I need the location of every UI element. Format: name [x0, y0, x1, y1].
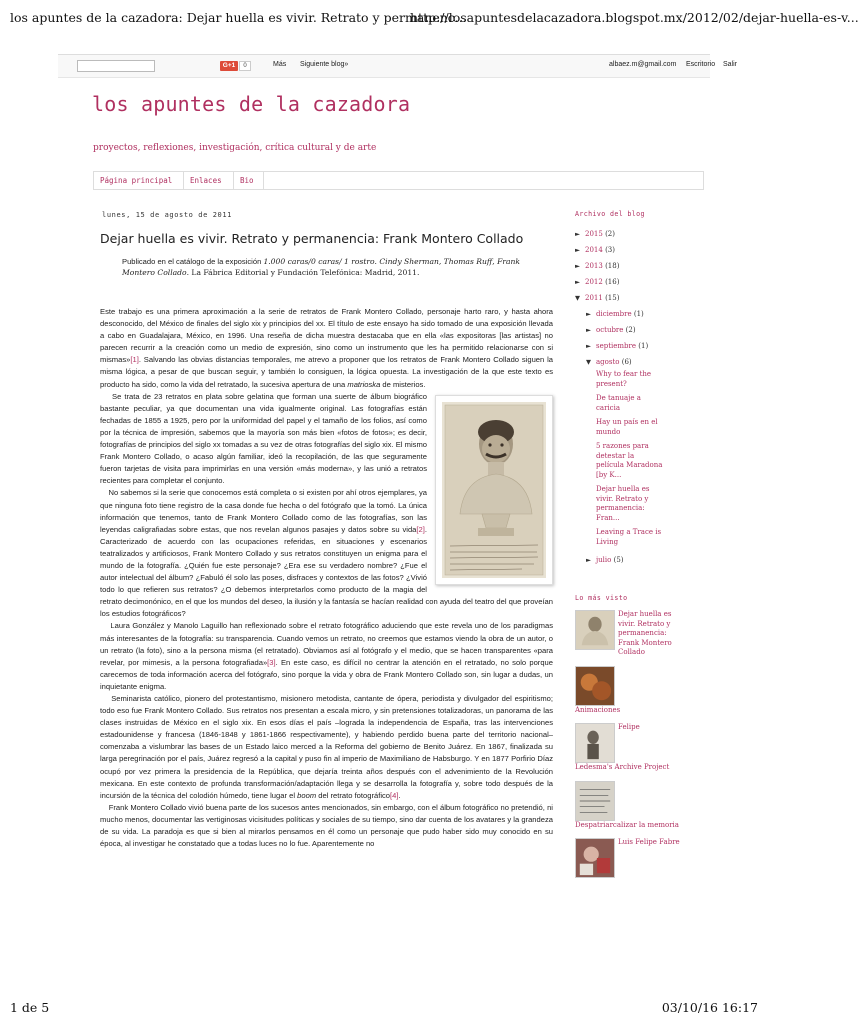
popular-post[interactable]: [575, 838, 685, 878]
archive-year-link[interactable]: 2015: [585, 230, 603, 238]
archive-post-link[interactable]: 5 razones para detestar la película Maradona [by K...: [596, 442, 663, 479]
paragraph-1-text-b: . Salvando las obvias distancias temporales, me atrevo a proponer que los retratos de Frank Montero Collado siguen la misma lógica, a pesar de que buscan seguir, y también lo consiguen, la lógica opuesta. La investigación de la que este texto es producto ha sido, como la vida del retratado, la sucesiva apertura de una: [100, 355, 553, 389]
archive-heading: Archivo del blog: [575, 210, 645, 218]
collapse-triangle-icon[interactable]: ▼: [586, 358, 591, 366]
archive-post-link[interactable]: Dejar huella es vivir. Retrato y permanencia: Fran...: [596, 485, 650, 522]
archive-count: (3): [605, 246, 615, 254]
archive-year-2014[interactable]: [575, 242, 685, 258]
archive-year-2012[interactable]: [575, 274, 685, 290]
gplus-button[interactable]: G+1: [220, 61, 238, 71]
expand-triangle-icon[interactable]: ►: [586, 342, 591, 350]
portrait-bust-image: [442, 402, 546, 578]
paragraph-4-text-a: Laura González y Manolo Laguillo han reflexionado sobre el retrato fotográfico aduciendo que este revela uno de los paradigmas más interesantes de la fotografía: su transparencia. Cuando vemos un retrato, no creemos que estamos viendo la obra de un autor, o un retrato (la foto), sino a la persona misma (el retratado). Obviamos así al fotógrafo y el medio, que se hacen transparentes «para revelar, por mimesis, a la persona fotografiada»: [100, 621, 553, 667]
print-header: [10, 10, 859, 26]
publication-catalog: 1.000 caras/0 caras/ 1 rostro. Cindy Sherman, Thomas Ruff, Frank Montero Collado: [122, 257, 520, 277]
popular-thumbnail-luis-felipe[interactable]: [575, 838, 615, 878]
portrait-photo[interactable]: [435, 395, 553, 585]
archive-month-link[interactable]: julio: [596, 556, 612, 564]
popular-post-title[interactable]: Ledesma's Archive Project: [575, 763, 670, 771]
archive-post-link[interactable]: Leaving a Trace is Living: [596, 528, 662, 546]
navbar-more-link[interactable]: Más: [273, 61, 287, 68]
paragraph-6-text: Frank Montero Collado vivió buena parte de los sucesos antes mencionados, sin embargo, con el álbum fotográfico no pretendió, ni mucho menos, documentar las vertiginosas vicisitudes políticas y sociales de su tiempo, sino dar cuenta de los avatares y la grandeza de su vida. La paradoja es que si bien al mirarlos pensamos en él como un personaje que pudo haber sido muy conocido en su época, al investigar he constatado que a todas luces no lo fue. Aparentemente no: [100, 802, 553, 849]
paragraph-1-text-c: de misterios.: [380, 379, 426, 389]
archive-count: (1): [633, 310, 644, 318]
paragraph-5: [100, 693, 553, 802]
archive-count: (1): [638, 342, 649, 350]
popular-thumbnail-document[interactable]: [575, 781, 615, 821]
popular-thumbnail-felipe[interactable]: [575, 723, 615, 763]
archive-year-link[interactable]: 2011: [585, 294, 603, 302]
paragraph-4: [100, 620, 553, 693]
archive-year-link[interactable]: 2012: [585, 278, 603, 286]
collapse-triangle-icon[interactable]: ▼: [575, 294, 580, 302]
archive-month-octubre[interactable]: [575, 322, 685, 338]
blog-title[interactable]: los apuntes de la cazadora: [92, 92, 411, 116]
expand-triangle-icon[interactable]: ►: [586, 310, 591, 318]
print-url: http://losapuntesdelacazadora.blogspot.mx/2012/02/dejar-huella-es-v...: [410, 10, 859, 25]
navbar-search-input[interactable]: [77, 60, 155, 72]
archive-count: (16): [605, 278, 620, 286]
popular-heading: Lo más visto: [575, 594, 628, 602]
archive-month-julio[interactable]: [575, 552, 685, 568]
expand-triangle-icon[interactable]: ►: [586, 326, 591, 334]
archive-year-2011[interactable]: [575, 290, 685, 306]
print-date: 03/10/16 16:17: [661, 1000, 758, 1015]
post-body: [100, 306, 553, 850]
archive-year-link[interactable]: 2013: [585, 262, 603, 270]
publication-publisher: . La Fábrica Editorial y Fundación Telefónica: Madrid, 2011.: [186, 268, 420, 277]
popular-post-title[interactable]: Despatriarcalizar la memoria: [575, 820, 679, 829]
tab-bio[interactable]: Bio: [234, 172, 264, 189]
archive-count: (6): [621, 358, 632, 366]
footnote-link-3[interactable]: [3]: [267, 657, 276, 667]
paragraph-2-text: Se trata de 23 retratos en plata sobre gelatina que forman una suerte de álbum biográfico bastante peculiar, ya que documentan una vida igualmente original. Las fotografías están fechadas de 1855 a 1925, pero por la uniformidad del papel y el tamaño de los folios, así como por la técnica de impresión, sabemos que la mayoría son más bien «fotos de fotos»; es decir, fotografías de principios del siglo xx tomadas a su vez de otras fotografías del siglo xix. El mismo Frank Montero Collado, o acaso algún familiar, ideó la recopilación, de las que seguramente fueron tarjetas de visita para imprimirlas en una versión «más moderna», y las unió a retratos recientes para completar el conjunto.: [100, 391, 427, 486]
post-title[interactable]: Dejar huella es vivir. Retrato y permanencia: Frank Montero Collado: [100, 231, 524, 246]
gplus-count: 0: [239, 61, 251, 71]
paragraph-3-text-a: No sabemos si la serie que conocemos está completa o si existen por ahí otros ejemplares, ya que ninguna foto tiene registro de la casa donde fue hecha o del fotógrafo que la tomó. La única información que tenemos, tanto de Frank Montero Collado como de las fotografías, son las leyendas caligrafiadas sobre estas, que nos revelan algunos pasajes y datos sobre su vida: [100, 488, 427, 534]
tab-links[interactable]: Enlaces: [184, 172, 234, 189]
popular-post-title[interactable]: Luis Felipe Fabre: [618, 838, 680, 846]
popular-post[interactable]: [575, 610, 685, 658]
popular-post-title[interactable]: Animaciones: [575, 705, 621, 714]
paragraph-5-text-b: del retrato fotográfico: [316, 790, 391, 800]
expand-triangle-icon[interactable]: ►: [575, 278, 580, 286]
popular-post[interactable]: [575, 781, 685, 831]
footnote-link-2[interactable]: [2]: [416, 524, 425, 534]
paragraph-4-text-b: . En este caso, es difícil no centrar la atención en el retratado, no solo porque carecemos de toda información acerca del fotógrafo, sino porque la vida y obra de Frank Montero Collado son, sin lugar a dudas, un inquietante enigma.: [100, 657, 553, 691]
paragraph-1-text-a: Este trabajo es una primera aproximación a la serie de retratos de Frank Montero Collado, personaje harto raro, y hasta ahora desconocido, del México de finales del siglo xix y principios del xx. El título de este ensayo ha sido tomado de una exposición llevada a cabo en Guadalajara, México, en 1996. Una reseña de dicha muestra destacaba que en ella «las expositoras [las artistas] no parecen recurrir a la creación como un medio de expresión, sino como un instrumento que les ha permitido relacionarse con si mismas»: [100, 307, 553, 365]
blogger-navbar: [58, 54, 738, 78]
paragraph-6: [100, 802, 553, 850]
paragraph-5-text-a: Seminarista católico, pionero del protestantismo, misionero metodista, cantante de ópera, periodista y divulgador del espiritismo; todo eso fue Frank Montero Collado. Sus retratos nos presentan a escala micro, y sin pretensiones totalizadoras, un panorama de las clases instruidas de México en el siglo xix. En esos días el país –lograda la independencia de España, tras las intervenciones estadounidense y francesa (1846-1848 y 1861-1866 respectivamente), y habiendo perdido buena parte del territorio nacional– comenzaba a vislumbrar las bases de un Estado laico merced a la Reforma del gobierno de Benito Juárez. En 1867, finalizada su larga peregrinación por el país, Juárez regresó a la capital y puso fin al imperio de Maximiliano de Habsburgo. Y en 1877 Porfirio Díaz ocupó por vez primera la presidencia de la República, que dejaría treinta años después con el advenimiento de la Revolución mexicana. En este contexto de profunda transformación/adaptación llega y se desarrolla la fotografía y, sobre todo después de la incursión de la técnica del colodión húmedo, tiene lugar el: [100, 694, 553, 800]
navbar-signout-link[interactable]: Salir: [723, 61, 738, 68]
paragraph-5-emphasis: boom: [297, 790, 317, 800]
footnote-link-1[interactable]: [1]: [130, 355, 139, 365]
archive-post-link[interactable]: De tanuaje a caricia: [596, 394, 641, 412]
popular-thumbnail-bust[interactable]: [575, 610, 615, 650]
navbar-user-email[interactable]: albaez.m@gmail.com: [609, 61, 677, 68]
archive-post-link[interactable]: Why to fear the present?: [596, 370, 652, 388]
popular-thumbnail-animation[interactable]: [575, 666, 615, 706]
archive-post-link[interactable]: Hay un país en el mundo: [596, 418, 658, 436]
archive-month-link[interactable]: agosto: [596, 358, 620, 366]
navbar-desktop-link[interactable]: Escritorio: [686, 61, 716, 68]
sidebar: [575, 210, 685, 886]
archive-month-agosto[interactable]: [575, 354, 685, 370]
print-page-title: los apuntes de la cazadora: Dejar huella es vivir. Retrato y permanenc...: [10, 10, 467, 25]
paragraph-5-text-c: .: [398, 790, 401, 800]
expand-triangle-icon[interactable]: ►: [575, 230, 580, 238]
popular-post[interactable]: [575, 723, 685, 773]
page-tabs: [93, 171, 704, 190]
archive-year-2013[interactable]: [575, 258, 685, 274]
tab-home[interactable]: Página principal: [94, 172, 184, 189]
popular-post-title[interactable]: Felipe: [618, 723, 640, 731]
footnote-link-4[interactable]: [4]: [390, 790, 399, 800]
archive-year-link[interactable]: 2014: [585, 246, 603, 254]
archive-count: (18): [605, 262, 620, 270]
expand-triangle-icon[interactable]: ►: [575, 246, 580, 254]
expand-triangle-icon[interactable]: ►: [575, 262, 580, 270]
archive-month-link[interactable]: octubre: [596, 326, 624, 334]
publication-note: [122, 256, 552, 278]
archive-year-2015[interactable]: [575, 226, 685, 242]
post-date: lunes, 15 de agosto de 2011: [102, 211, 232, 219]
archive-month-link[interactable]: septiembre: [596, 342, 637, 350]
archive-month-link[interactable]: diciembre: [596, 310, 632, 318]
navbar-next-blog-link[interactable]: Siguiente blog»: [300, 61, 349, 68]
paragraph-3-text-b: . Caracterizado de acuerdo con las ocupaciones referidas, en situaciones y escenarios teatralizados y artificiosos, Frank Montero Collado y sus retratos constituyen un enigma para el mundo de la fotografía. ¿Quién fue este personaje? ¿Era ese su verdadero nombre? ¿Fue el autor intelectual del álbum? ¿Fabuló él solo las poses, disfraces y contextos de las fotos? ¿Vivió todo lo que refieren sus retratos? ¿O debemos interpretarlos como producto de la magia del retrato decimonónico, en el que los mundos del deseo, la ilusión y la fantasía se hacían realidad con ayuda del teatro del que proveían los estudios fotográficos?: [100, 524, 553, 619]
archive-count: (2): [605, 230, 615, 238]
popular-post[interactable]: [575, 666, 685, 716]
expand-triangle-icon[interactable]: ►: [586, 556, 591, 564]
blog-description: proyectos, reflexiones, investigación, crítica cultural y de arte: [93, 143, 377, 153]
popular-post-title[interactable]: Dejar huella es vivir. Retrato y permanencia: Frank Montero Collado: [618, 610, 672, 656]
print-footer: [10, 1000, 758, 1014]
print-page-number: 1 de 5: [10, 1000, 50, 1015]
archive-month-septiembre[interactable]: [575, 338, 685, 354]
archive-count: (2): [625, 326, 636, 334]
paragraph-1-emphasis: matrioska: [347, 379, 381, 389]
publication-label: Publicado en el catálogo de la exposición: [122, 257, 264, 266]
archive-count: (5): [613, 556, 624, 564]
archive-count: (15): [605, 294, 620, 302]
archive-month-diciembre[interactable]: [575, 306, 685, 322]
paragraph-1: [100, 306, 553, 391]
